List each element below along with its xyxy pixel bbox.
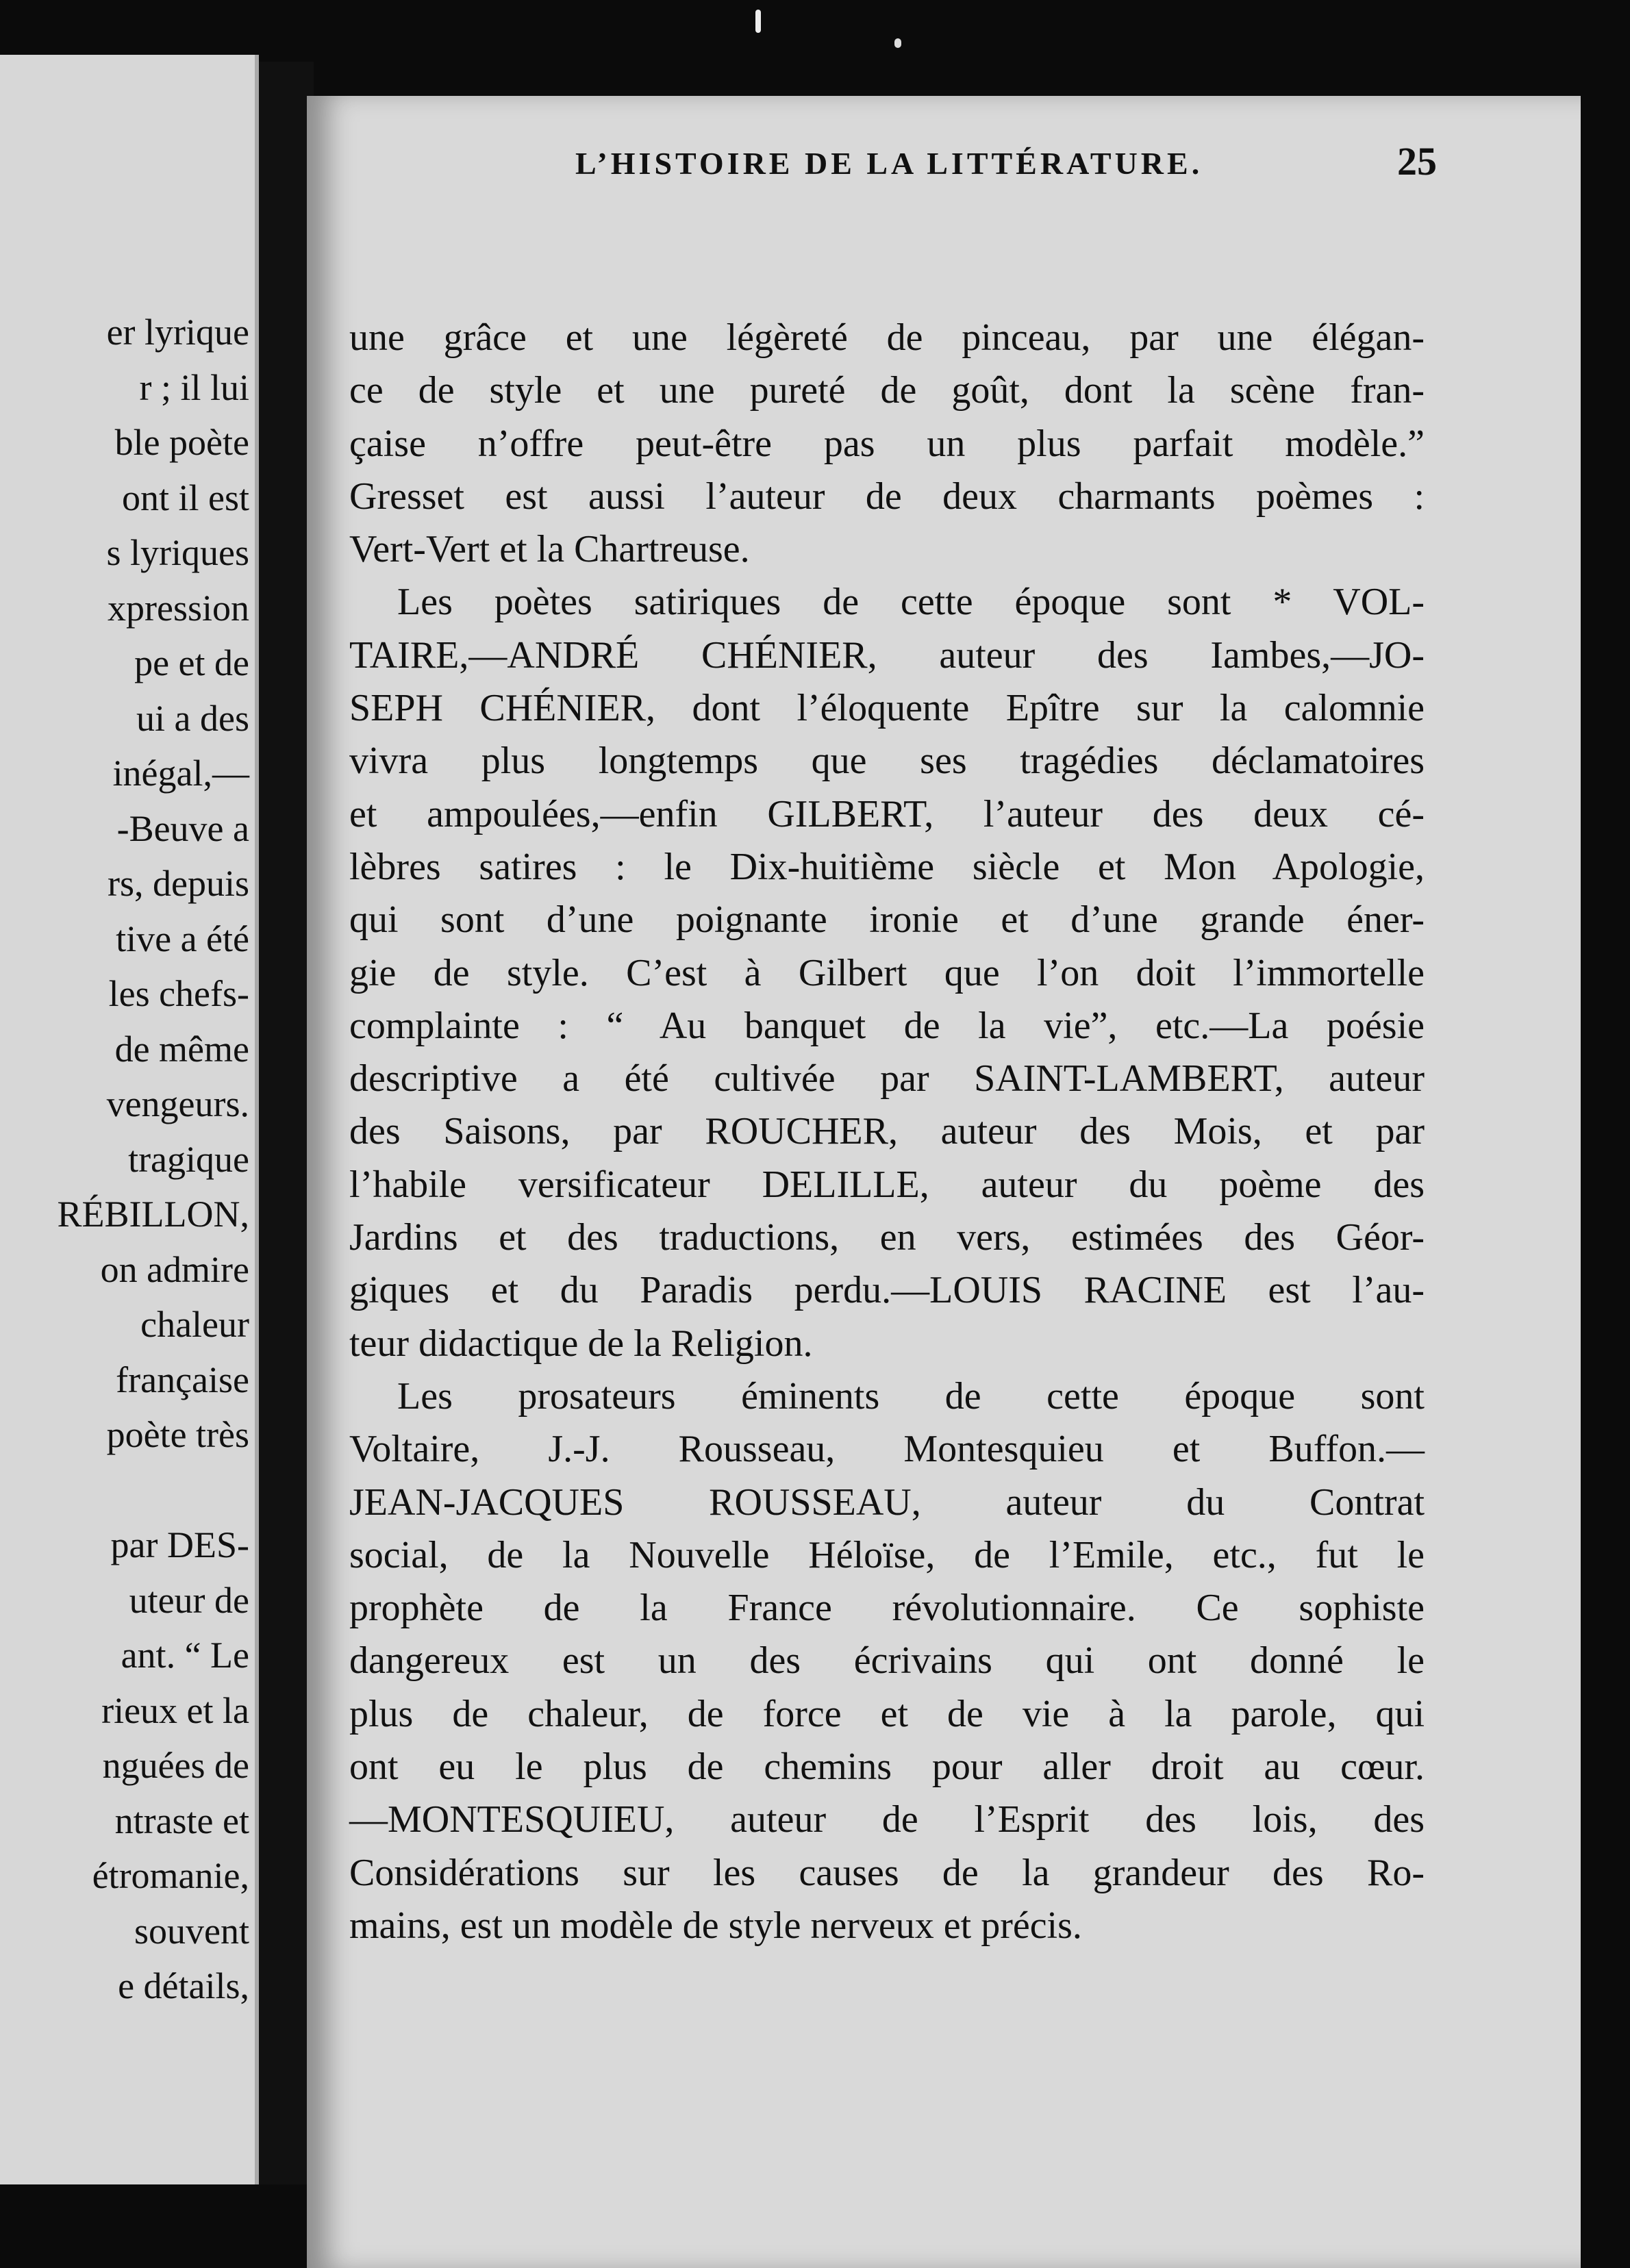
- left-page-line: par DES-: [110, 1524, 249, 1565]
- book-gutter: [259, 62, 314, 2184]
- film-speck: [755, 10, 761, 33]
- left-page-line: de même: [114, 1028, 249, 1070]
- left-page-line: rieux et la: [101, 1689, 249, 1731]
- text-line: SEPH CHÉNIER, dont l’éloquente Epître sur la calomnie: [349, 687, 1425, 730]
- left-page-line: rs, depuis: [108, 863, 249, 904]
- text-line: et ampoulées,—enfin GILBERT, l’auteur des deux cé-: [349, 792, 1425, 835]
- text-line: vivra plus longtemps que ses tragédies déclamatoires: [349, 740, 1425, 783]
- text-line: complainte : “ Au banquet de la vie”, etc.—La poésie: [349, 1004, 1425, 1047]
- text-line: Considérations sur les causes de la grandeur des Ro-: [349, 1851, 1425, 1894]
- text-line: des Saisons, par ROUCHER, auteur des Mois, et par: [349, 1110, 1425, 1153]
- left-page-line: nguées de: [102, 1745, 249, 1786]
- left-page-line: les chefs-: [108, 973, 249, 1014]
- left-page-line: ont il est: [122, 477, 249, 518]
- text-line: ce de style et une pureté de goût, dont la scène fran-: [349, 369, 1425, 412]
- left-page-text: [0, 305, 249, 2014]
- text-line: dangereux est un des écrivains qui ont donné le: [349, 1639, 1425, 1683]
- text-line: giques et du Paradis perdu.—LOUIS RACINE est l’au-: [349, 1269, 1425, 1312]
- running-title: L’HISTOIRE DE LA LITTÉRATURE.: [575, 146, 1203, 181]
- body-text: [349, 312, 1425, 1952]
- text-line: mains, est un modèle de style nerveux et précis.: [349, 1904, 1082, 1947]
- text-line: Jardins et des traductions, en vers, estimées des Géor-: [349, 1216, 1425, 1259]
- left-page-line: s lyriques: [106, 532, 249, 573]
- text-line: social, de la Nouvelle Héloïse, de l’Emile, etc., fut le: [349, 1533, 1425, 1576]
- text-line: Voltaire, J.-J. Rousseau, Montesquieu et Buffon.—: [349, 1428, 1425, 1471]
- text-line: Les poètes satiriques de cette époque sont * VOL-: [397, 581, 1425, 624]
- page-number: 25: [1397, 139, 1437, 184]
- left-page-line: -Beuve a: [116, 807, 249, 849]
- left-page-line: e détails,: [118, 1965, 249, 2006]
- left-page-line: étromanie,: [92, 1855, 249, 1896]
- left-page-line: souvent: [134, 1910, 249, 1952]
- left-facing-page: [0, 55, 259, 2184]
- text-line: gie de style. C’est à Gilbert que l’on doit l’immortelle: [349, 951, 1425, 994]
- left-page-line: uteur de: [129, 1579, 249, 1621]
- left-page-line: poète très: [106, 1414, 249, 1455]
- left-page-line: on admire: [100, 1248, 249, 1290]
- text-line: descriptive a été cultivée par SAINT-LAMBERT, auteur: [349, 1057, 1425, 1100]
- text-line: çaise n’offre peut-être pas un plus parfait modèle.”: [349, 422, 1425, 465]
- left-page-line: vengeurs.: [106, 1083, 249, 1124]
- text-line: TAIRE,—ANDRÉ CHÉNIER, auteur des Iambes,—JO-: [349, 633, 1425, 677]
- text-line: lèbres satires : le Dix-huitième siècle et Mon Apologie,: [349, 845, 1425, 888]
- text-line: qui sont d’une poignante ironie et d’une grande éner-: [349, 898, 1425, 942]
- left-page-line: xpression: [108, 587, 249, 629]
- left-page-line: inégal,—: [112, 753, 249, 794]
- left-page-line: chaleur: [140, 1304, 249, 1345]
- film-speck: [894, 38, 901, 48]
- text-line: l’habile versificateur DELILLE, auteur du poème des: [349, 1163, 1425, 1206]
- left-page-line: r ; il lui: [139, 366, 249, 408]
- text-line: plus de chaleur, de force et de vie à la parole, qui: [349, 1692, 1425, 1735]
- text-line: Les prosateurs éminents de cette époque sont: [397, 1374, 1425, 1418]
- text-line: prophète de la France révolutionnaire. Ce sophiste: [349, 1587, 1425, 1630]
- left-page-line: ble poète: [114, 422, 249, 463]
- left-page-line: pe et de: [134, 642, 249, 683]
- left-page-line: ntraste et: [114, 1800, 249, 1841]
- text-line: JEAN-JACQUES ROUSSEAU, auteur du Contrat: [349, 1480, 1425, 1524]
- left-page-line: française: [116, 1359, 249, 1400]
- text-line: une grâce et une légèreté de pinceau, par une élégan-: [349, 316, 1425, 359]
- left-page-line: er lyrique: [106, 312, 249, 353]
- text-line: ont eu le plus de chemins pour aller droit au cœur.: [349, 1746, 1425, 1789]
- left-page-line: RÉBILLON,: [57, 1194, 249, 1235]
- left-page-line: ant. “ Le: [121, 1635, 249, 1676]
- text-line: Gresset est aussi l’auteur de deux charmants poèmes :: [349, 475, 1425, 518]
- text-line: —MONTESQUIEU, auteur de l’Esprit des lois, des: [349, 1798, 1425, 1841]
- left-page-line: [0, 1463, 249, 1518]
- left-page-line: tive a été: [116, 918, 249, 959]
- text-line: teur didactique de la Religion.: [349, 1322, 813, 1365]
- running-header: [575, 139, 1486, 184]
- left-page-line: tragique: [128, 1138, 249, 1180]
- left-page-line: ui a des: [136, 697, 249, 739]
- text-line: Vert-Vert et la Chartreuse.: [349, 528, 750, 571]
